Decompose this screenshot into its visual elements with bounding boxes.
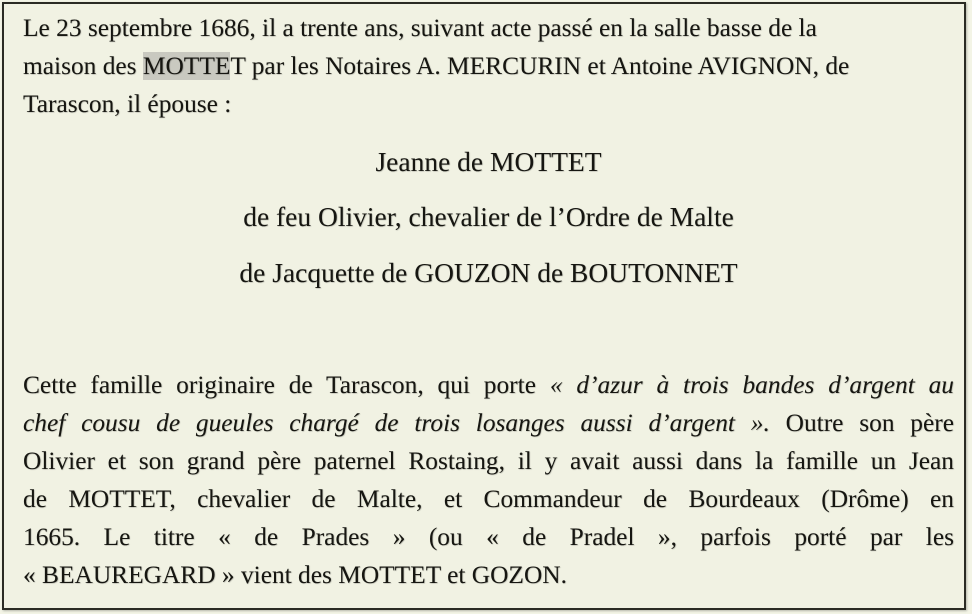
line-text: Tarascon, il épouse : xyxy=(23,90,232,118)
line-text: Outre son père xyxy=(769,409,954,437)
line-text: « BEAUREGARD » vient des MOTTET et GOZON. xyxy=(23,561,567,589)
text-line xyxy=(23,404,954,442)
line-text: 1665. Le titre « de Prades » (ou « de Pradel », parfois porté par les xyxy=(23,523,954,551)
text-line xyxy=(23,480,954,518)
line-text: de MOTTET, chevalier de Malte, et Commandeur de Bourdeaux (Drôme) en xyxy=(23,485,954,513)
marriage-paragraph xyxy=(23,9,954,123)
spouse-father: de feu Olivier, chevalier de l’Ordre de Malte xyxy=(243,201,734,232)
coat-of-arms-text: « d’azur à trois bandes d’argent au xyxy=(549,371,954,399)
line-text: Olivier et son grand père paternel Rostaing, il y avait aussi dans la famille un Jean xyxy=(23,447,954,475)
line-text: Cette famille originaire de Tarascon, qui porte xyxy=(23,371,550,399)
spouse-mother: de Jacquette de GOUZON de BOUTONNET xyxy=(239,257,738,288)
text-line xyxy=(23,442,954,480)
spouse-name: Jeanne de MOTTET xyxy=(375,146,602,177)
highlighted-text: MOTTE xyxy=(142,52,231,80)
coat-of-arms-text: chef cousu de gueules chargé de trois losanges aussi d’argent ». xyxy=(23,409,770,437)
text-line xyxy=(23,85,954,123)
text-line xyxy=(23,556,954,594)
document-frame xyxy=(2,2,966,610)
text-line xyxy=(23,366,954,404)
family-paragraph xyxy=(23,366,954,594)
line-text: T par les Notaires A. MERCURIN et Antoine AVIGNON, de xyxy=(230,52,850,80)
line-text: maison des xyxy=(23,52,143,80)
text-line xyxy=(23,9,954,47)
line-text: Le 23 septembre 1686, il a trente ans, suivant acte passé en la salle basse de la xyxy=(23,14,817,42)
text-line xyxy=(23,47,954,85)
text-line xyxy=(23,518,954,556)
